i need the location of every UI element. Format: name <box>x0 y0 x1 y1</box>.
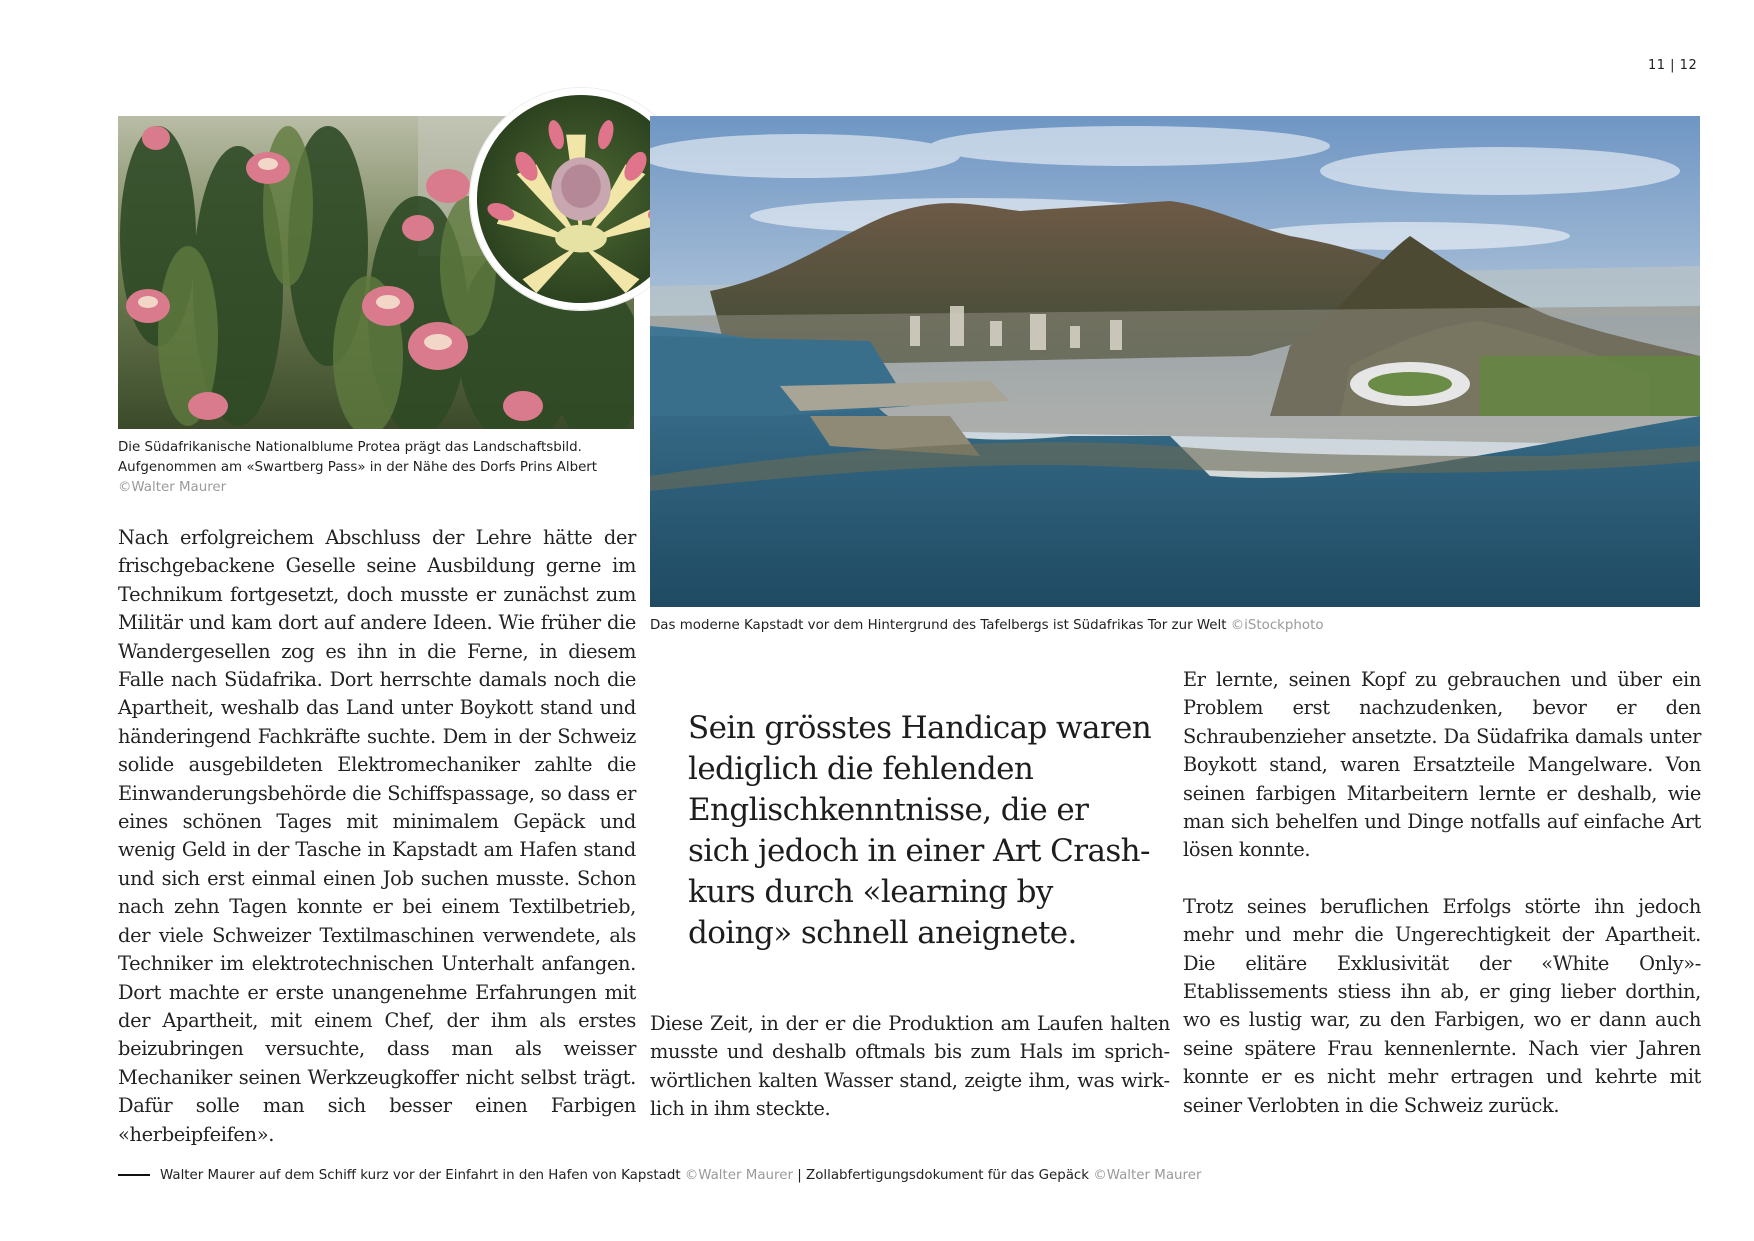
body-paragraph-right-1: Er lernte, seinen Kopf zu gebrauchen und über ein Problem erst nachzudenken, bevor er den Schraubenzieher ansetzte. Da Südafrika damals unter Boykott stand, waren Ersatzteile Mangelware. Von seinen farbigen Mitarbeitern lernte er deshalb, wie man sich behelfen und Dinge notfalls auf einfache Art lösen konnte. <box>1183 668 1701 862</box>
footer-caption <box>118 1168 1568 1183</box>
body-paragraph-left: Nach erfolgreichem Abschluss der Lehre hätte der frischgebackene Geselle seine Ausbildung gerne im Technikum fortgesetzt, doch musste er zunächst zum Militär und kam dort auf andere Ideen. Wie früher die Wandergesellen zog es ihn in die Ferne, in diesem Falle nach Südafrika. Dort herrschte damals noch die Apartheit, weshalb das Land unter Boykott stand und händeringend Fachkräfte suchte. Dem in der Schweiz solide ausgebildeten Elektromechaniker zahlte die Einwanderungsbehörde die Schiffspassage, so dass er eines schönen Tages mit minimalem Gepäck und wenig Geld in der Tasche in Kapstadt am Hafen stand und sich erst einmal einen Job suchen musste. Schon nach zehn Tagen konnte er bei einem Textilbetrieb, der viele Schweizer Textilmaschinen verwendete, als Techniker im elektrotechnischen Unterhalt anfangen. Dort machte er erste unangenehme Erfahrungen mit der Apartheit, mit einem Chef, der ihm als erstes beizubringen versuchte, dass man als weisser Mechaniker seinen Werkzeugkoffer nicht selbst trägt. Dafür solle man sich besser einen Farbigen «herbeipfeifen». <box>118 526 636 1146</box>
pull-quote: Sein grösstes Handicap waren lediglich die fehlenden Englischkenntnisse, die er sich jedoch in einer Art Crashkurs durch «learning by doing» schnell aneignete. <box>688 710 1152 951</box>
capetown-aerial-photo <box>650 116 1700 607</box>
footer-separator: | <box>792 1168 807 1183</box>
body-column-middle <box>650 1010 1170 1124</box>
page-number: 11 | 12 <box>1648 58 1698 73</box>
body-paragraph-right-2: Trotz seines beruflichen Erfolgs störte ihn jedoch mehr und mehr die Ungerechtigkeit der Apartheit. Die elitäre Exklusivität der «White Only»-Etablissements stiess ihn ab, er ging lieber dorthin, wo es lustig war, zu den Farbigen, wo er dann auch seine spätere Frau kennenlernte. Nach vier Jahren konnte er es nicht mehr ertragen und kehrte mit seiner Verlobten in die Schweiz zurück. <box>1183 894 1701 1117</box>
protea-caption-text: Die Südafrikanische Nationalblume Protea prägt das Landschaftsbild. Aufgenommen am «Swartberg Pass» in der Nähe des Dorfs Prins Albert <box>118 440 598 475</box>
body-column-left <box>118 524 636 1149</box>
footer-caption-2: Zollabfertigungsdokument für das Gepäck <box>806 1168 1094 1183</box>
capetown-photo-caption <box>650 616 1700 636</box>
capetown-caption-text: Das moderne Kapstadt vor dem Hintergrund des Tafelbergs ist Südafrikas Tor zur Welt <box>650 618 1231 633</box>
footer-credit-1: ©Walter Maurer <box>684 1168 793 1183</box>
protea-caption-credit: ©Walter Maurer <box>118 480 227 495</box>
body-column-right <box>1183 666 1701 1120</box>
capetown-caption-credit: ©iStockphoto <box>1230 618 1324 633</box>
footer-caption-1: Walter Maurer auf dem Schiff kurz vor der Einfahrt in den Hafen von Kapstadt <box>160 1168 685 1183</box>
capetown-aerial-illustration <box>650 116 1700 607</box>
body-paragraph-middle: Diese Zeit, in der er die Produktion am Laufen halten musste und deshalb oftmals bis zum Hals im sprichwörtlichen kalten Wasser stand, zeigte ihm, was wirklich in ihm steckte. <box>650 1012 1170 1121</box>
footer-credit-2: ©Walter Maurer <box>1093 1168 1202 1183</box>
footer-rule <box>118 1174 150 1176</box>
protea-photo-caption <box>118 438 648 498</box>
